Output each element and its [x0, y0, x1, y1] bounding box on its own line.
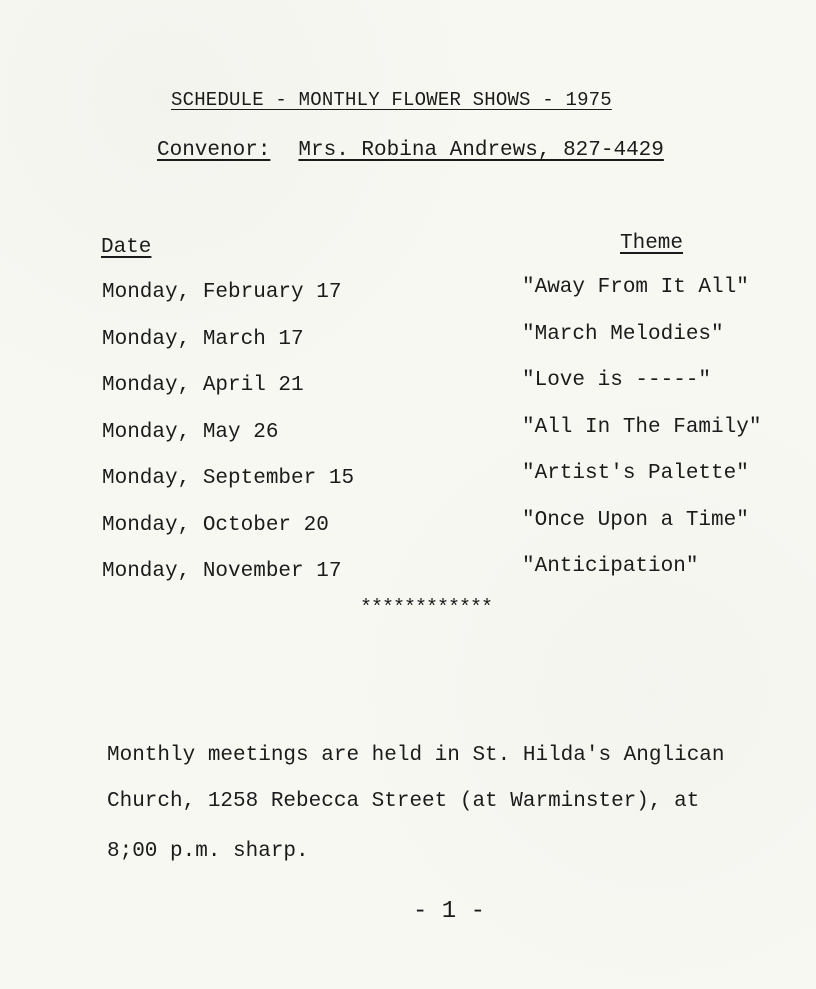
theme-column-header: Theme — [620, 232, 684, 255]
schedule-theme: "All In The Family" — [522, 416, 762, 439]
schedule-row — [0, 276, 816, 311]
schedule-date: Monday, September 15 — [102, 467, 355, 490]
schedule-row — [0, 323, 816, 358]
schedule-theme: "Away From It All" — [522, 276, 749, 299]
meeting-paragraph-line: Monthly meetings are held in St. Hilda's Anglican — [107, 744, 725, 767]
schedule-row — [0, 369, 816, 404]
schedule-theme: "Artist's Palette" — [522, 462, 749, 485]
convenor-line — [157, 139, 747, 162]
schedule-date: Monday, February 17 — [102, 281, 342, 304]
schedule-row — [0, 509, 816, 544]
separator-stars: ************ — [360, 597, 493, 620]
schedule-theme: "Anticipation" — [522, 555, 699, 578]
convenor-label: Convenor: — [157, 139, 271, 162]
page-number: - 1 - — [413, 898, 486, 925]
schedule-date: Monday, November 17 — [102, 560, 342, 583]
schedule-row — [0, 416, 816, 451]
schedule-date: Monday, May 26 — [102, 421, 279, 444]
convenor-value: Mrs. Robina Andrews, 827-4429 — [298, 139, 664, 162]
schedule-date: Monday, October 20 — [102, 514, 329, 537]
schedule-date: Monday, April 21 — [102, 374, 304, 397]
document-title: SCHEDULE - MONTHLY FLOWER SHOWS - 1975 — [171, 89, 612, 111]
schedule-row — [0, 462, 816, 497]
date-column-header: Date — [101, 236, 152, 259]
schedule-theme: "Once Upon a Time" — [522, 509, 749, 532]
meeting-paragraph-line: 8;00 p.m. sharp. — [107, 840, 309, 863]
schedule-theme: "March Melodies" — [522, 323, 724, 346]
schedule-date: Monday, March 17 — [102, 328, 304, 351]
schedule-row — [0, 555, 816, 590]
meeting-paragraph-line: Church, 1258 Rebecca Street (at Warminster), at — [107, 790, 700, 813]
schedule-theme: "Love is -----" — [522, 369, 712, 392]
